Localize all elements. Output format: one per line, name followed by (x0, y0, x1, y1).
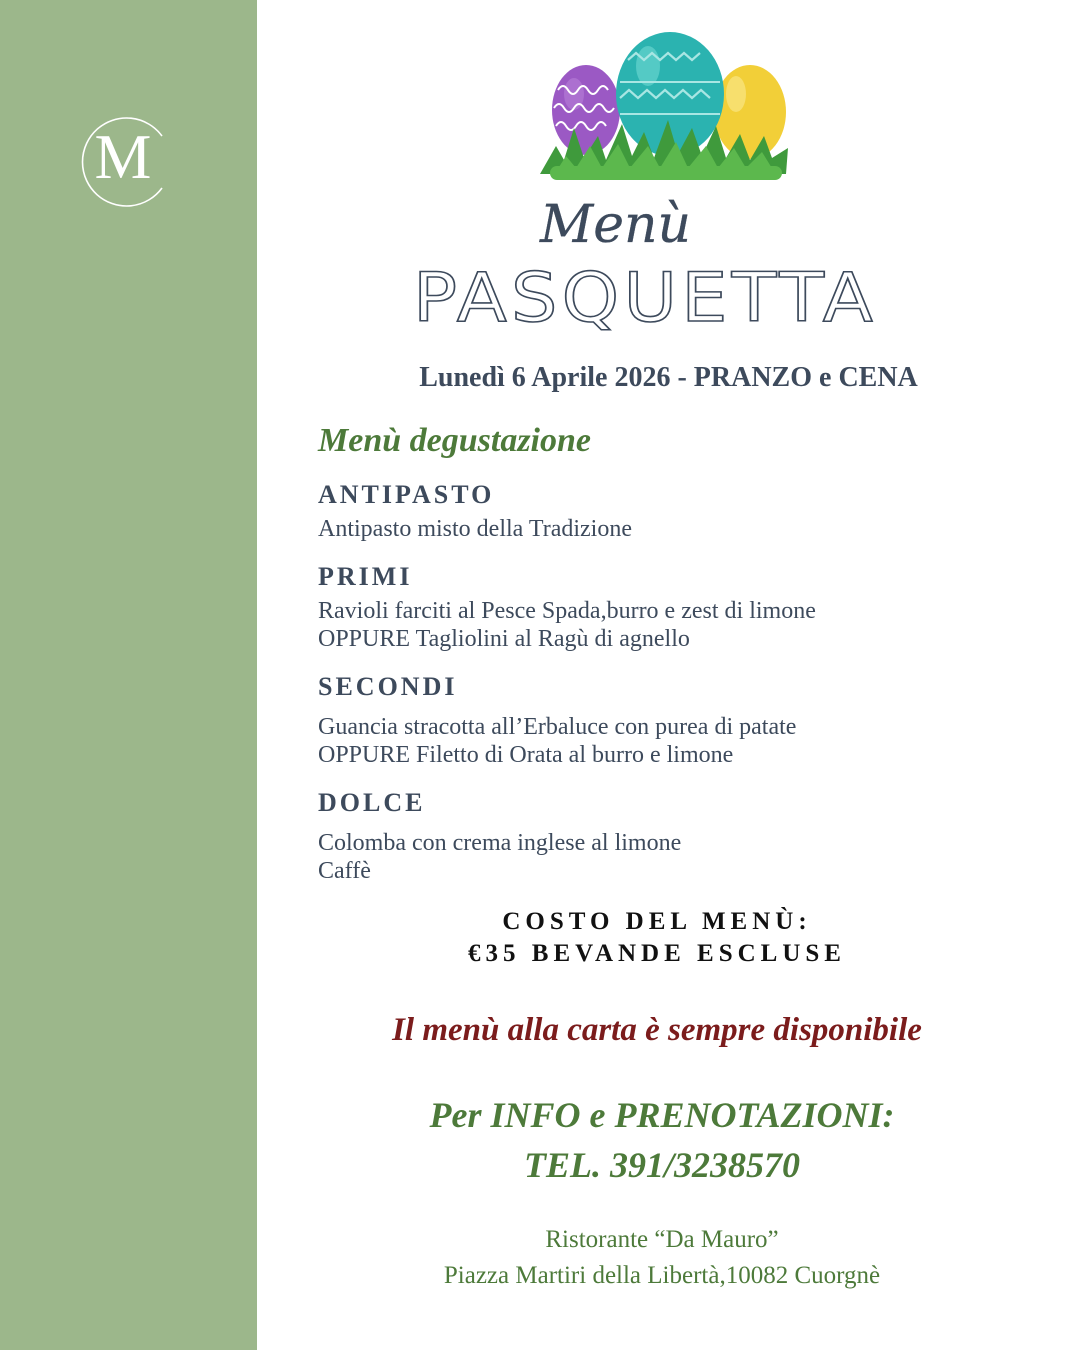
section-title-dolce: DOLCE (318, 788, 426, 817)
script-pasquetta-text: PASQUETTA (413, 259, 877, 335)
left-sidebar-band (0, 0, 257, 1350)
menu-item: Ravioli farciti al Pesce Spada,burro e zest di limone (318, 598, 816, 624)
date-line: Lunedì 6 Aprile 2026 - PRANZO e CENA (419, 362, 918, 393)
menu-item: OPPURE Filetto di Orata al burro e limone (318, 742, 734, 768)
cost-line-2: €35 BEVANDE ESCLUSE (468, 940, 846, 967)
restaurant-address: Piazza Martiri della Libertà,10082 Cuorgnè (443, 1262, 881, 1289)
contact-line-1: Per INFO e PRENOTAZIONI: (429, 1095, 895, 1135)
restaurant-name: Ristorante “Da Mauro” (545, 1226, 779, 1253)
script-pasquetta-title (405, 255, 885, 335)
carta-notice: Il menù alla carta è sempre disponibile (392, 1012, 922, 1048)
section-title-secondi: SECONDI (318, 672, 458, 701)
menu-item: Colomba con crema inglese al limone (318, 830, 682, 856)
menu-item: Guancia stracotta all’Erbaluce con purea di patate (318, 714, 797, 740)
contact-phone: TEL. 391/3238570 (524, 1145, 800, 1185)
logo-letter: M (94, 121, 152, 192)
section-title-primi: PRIMI (318, 562, 413, 591)
menu-subtitle: Menù degustazione (318, 422, 591, 459)
section-title-antipasto: ANTIPASTO (318, 480, 495, 509)
easter-eggs-icon (536, 28, 794, 184)
script-menu-text: Menù (540, 195, 691, 255)
menu-item: Antipasto misto della Tradizione (318, 516, 632, 542)
menu-item: Caffè (318, 858, 371, 884)
script-menu-title (530, 190, 770, 260)
logo (78, 108, 168, 208)
cost-line-1: COSTO DEL MENÙ: (502, 908, 812, 935)
menu-item: OPPURE Tagliolini al Ragù di agnello (318, 626, 690, 652)
